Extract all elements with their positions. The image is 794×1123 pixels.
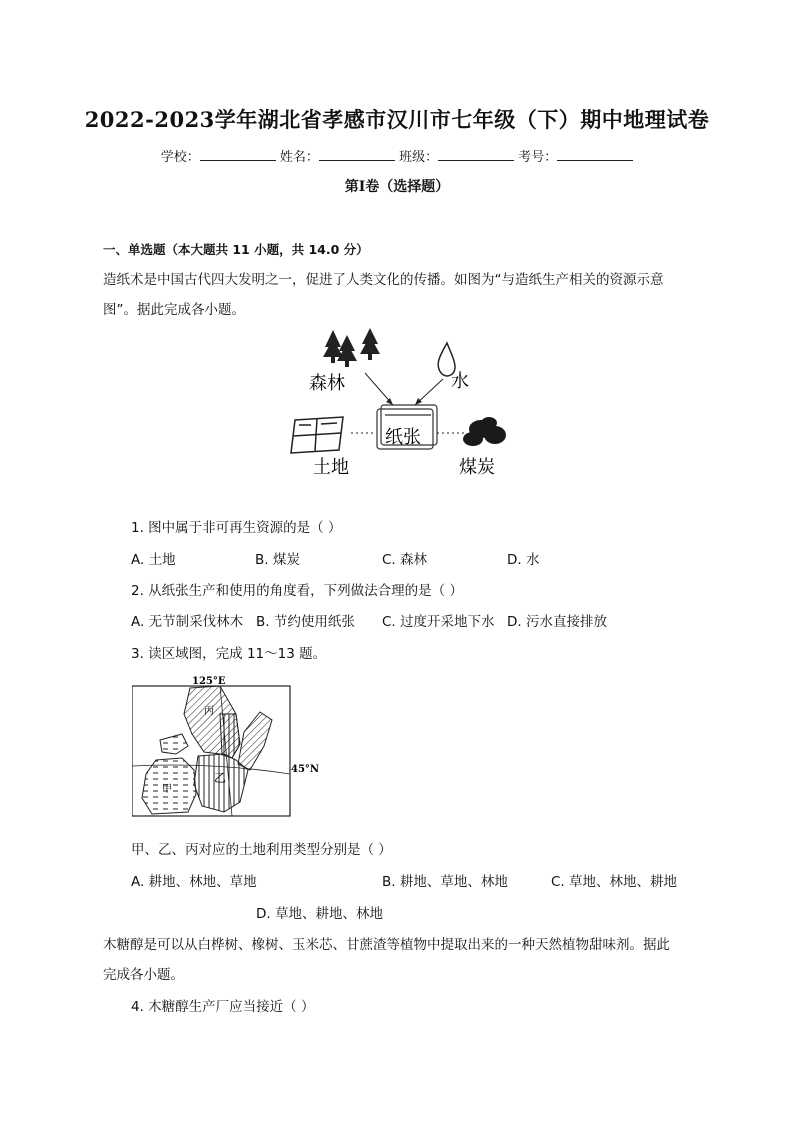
q2-option-c[interactable]: C. 过度开采地下水 <box>382 614 495 630</box>
q1-option-b[interactable]: B. 煤炭 <box>255 552 300 568</box>
school-label: 学校： <box>160 150 200 165</box>
paper-label: 纸张 <box>385 427 421 448</box>
intro2-line1: 木糖醇是可以从白桦树、橡树、玉米芯、甘蔗渣等植物中提取出来的一种天然植物甜味剂。据此 <box>103 937 670 953</box>
q3b-option-c[interactable]: C. 草地、林地、耕地 <box>551 874 678 890</box>
exam-title: 2022-2023学年湖北省孝感市汉川市七年级（下）期中地理试卷 <box>84 107 710 132</box>
q2-option-d[interactable]: D. 污水直接排放 <box>507 614 607 630</box>
yi-label: 乙 <box>214 771 227 785</box>
section-heading: 一、单选题（本大题共 11 小题，共 14.0 分） <box>103 242 369 257</box>
jia-label: 甲 <box>162 784 172 795</box>
class-label: 班级： <box>399 150 439 165</box>
q2-option-a[interactable]: A. 无节制采伐林木 <box>131 614 244 630</box>
exam-number-blank[interactable] <box>557 148 633 161</box>
forest-icon <box>323 328 380 367</box>
lon-label: 125°E <box>192 676 226 687</box>
land-icon <box>291 417 343 453</box>
intro1-line2: 图”。据此完成各小题。 <box>103 302 245 318</box>
region-map <box>132 674 332 824</box>
lat-label: 45°N <box>291 764 320 775</box>
coal-label: 煤炭 <box>459 457 495 478</box>
q3b-option-b[interactable]: B. 耕地、草地、林地 <box>382 874 508 890</box>
paper-resources-diagram <box>285 325 515 480</box>
coal-icon <box>463 417 506 446</box>
q1-stem: 1. 图中属于非可再生资源的是（ ） <box>131 520 342 536</box>
q3b-option-a[interactable]: A. 耕地、林地、草地 <box>131 874 257 890</box>
q2-stem: 2. 从纸张生产和使用的角度看，下列做法合理的是（ ） <box>131 583 463 599</box>
class-blank[interactable] <box>438 148 514 161</box>
volume-heading: 第Ⅰ卷（选择题） <box>344 179 450 195</box>
intro1-line1: 造纸术是中国古代四大发明之一，促进了人类文化的传播。如图为“与造纸生产相关的资源示意 <box>103 272 664 288</box>
water-label: 水 <box>451 371 469 392</box>
q3b-option-d[interactable]: D. 草地、耕地、林地 <box>256 906 383 922</box>
bing-label: 丙 <box>204 706 214 717</box>
exam-number-label: 考号： <box>518 150 558 165</box>
q1-option-d[interactable]: D. 水 <box>507 552 540 568</box>
name-blank[interactable] <box>319 148 395 161</box>
q1-option-a[interactable]: A. 土地 <box>131 552 176 568</box>
q2-option-b[interactable]: B. 节约使用纸张 <box>256 614 355 630</box>
intro2-line2: 完成各小题。 <box>103 967 184 983</box>
student-info-row <box>0 146 794 165</box>
q3b-stem: 甲、乙、丙对应的土地利用类型分别是（ ） <box>131 842 392 858</box>
forest-label: 森林 <box>309 373 345 394</box>
land-label: 土地 <box>313 457 349 478</box>
q4-stem: 4. 木糖醇生产厂应当接近（ ） <box>131 999 315 1015</box>
school-blank[interactable] <box>200 148 276 161</box>
name-label: 姓名： <box>279 150 319 165</box>
q1-option-c[interactable]: C. 森林 <box>382 552 428 568</box>
q3-stem: 3. 读区域图，完成 11～13 题。 <box>131 646 327 662</box>
